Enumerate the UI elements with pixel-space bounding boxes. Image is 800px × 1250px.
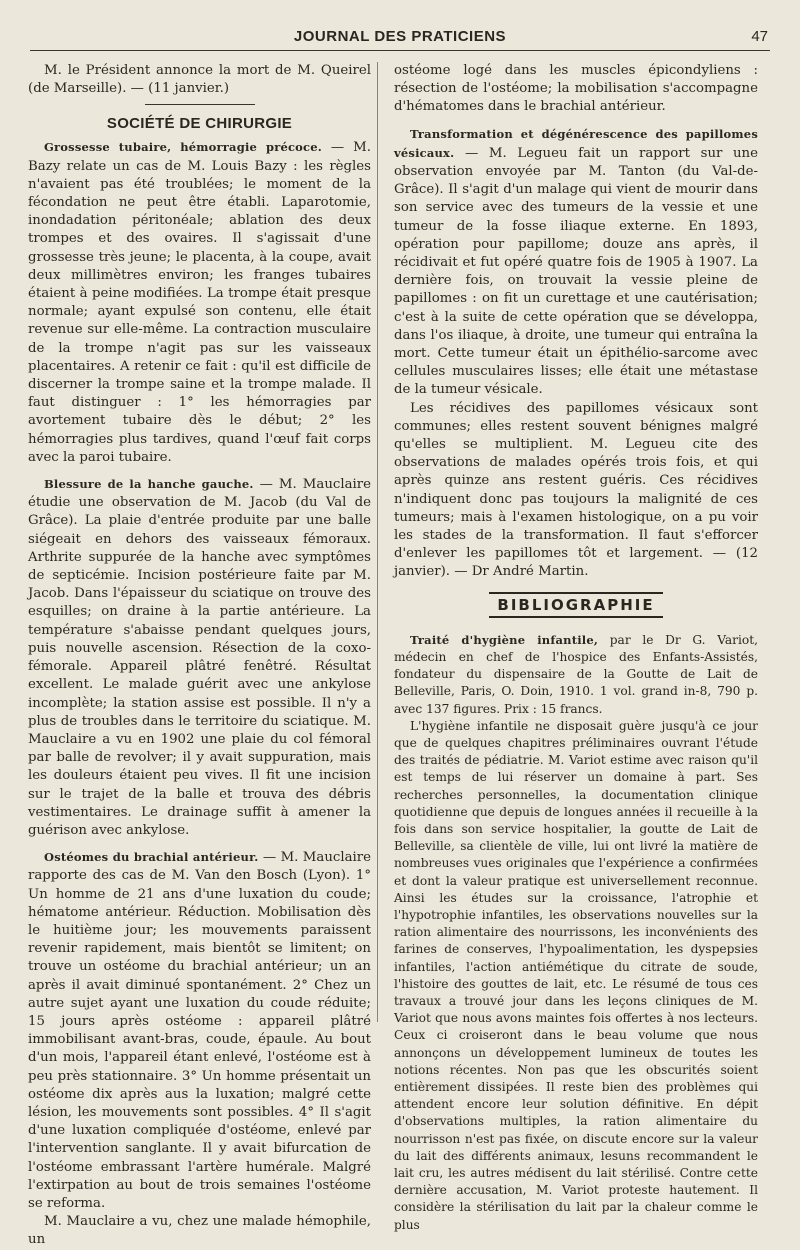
bibliographie-title: BIBLIOGRAPHIE xyxy=(489,592,662,618)
journal-title: JOURNAL DES PRATICIENS xyxy=(293,28,507,45)
president-announcement: M. le Président annonce la mort de M. Queirel (de Marseille). — (11 janvier.) xyxy=(28,63,371,97)
page-number: 47 xyxy=(751,28,768,45)
right-column xyxy=(394,62,758,1232)
article-osteomes xyxy=(28,848,371,1213)
text-papillomes: — M. Legueu fait un rapport sur une observation envoyée par M. Tanton (du Val-de-Grâce). Il s'agit d'un malage qui vient de mourir dans son service avec des tumeurs de la vessie et une tumeur de la fosse iliaque externe. En 1893, opération pour papillome; douze ans après, il récidivait et fut opéré quatre fois de 1905 à 1907. La dernière fois, on trouvait la vessie pleine de papillomes : on fit un curettage et une cautérisation; c'est à la suite de cette opération que se développa, dans l'os iliaque, à droite, une tumeur qui entraîna la mort. Cette tumeur était un épithélio-sarcome avec cellules musculaires lisses; elle était une métastase de la tumeur vésicale. xyxy=(394,145,758,398)
running-head xyxy=(30,28,770,51)
osteomes-last-line: M. Mauclaire a vu, chez une malade hémophile, un xyxy=(28,1214,371,1248)
left-column xyxy=(28,62,371,1248)
rubric-osteomes: Ostéomes du brachial antérieur. xyxy=(44,850,259,865)
book-review: L'hygiène infantile ne disposait guère jusqu'à ce jour que de quelques chapitres préliminaires ouvrant l'étude des traités de pédiatrie. M. Variot estime avec raison qu'il est temps de lui réserver un domaine à part. Ses recherches personnelles, la documentation clinique quotidienne que depuis de longues années il recueille à la fois dans son service hospitalier, la goutte de Lait de Belleville, sa clientèle de ville, lui ont livré la matière de nombreuses vues originales que l'expérience a confirmées et dont la valeur pratique est universellement reconnue. Ainsi les études sur la croissance, l'atrophie et l'hypotrophie infantiles, les observations nouvelles sur la ration alimentaire des nourrissons, les inconvénients des farines de conserves, l'hypoalimentation, les dyspepsies infantiles, l'action antiémétique du citrate de soude, l'histoire des gouttes de lait, etc. Le résumé de tous ces travaux a trouvé jour dans les leçons cliniques de M. Variot que nous avons maintes fois offertes à nos lecteurs. Ceux ci croiseront dans le beau volume que nous annonçons un développement lumineux de toutes les notions récentes. Non pas que les obscurités soient entièrement dissipées. Il reste bien des problèmes qui attendent encore leur solution définitive. En dépit d'observations multiples, la ration alimentaire du nourrisson n'est pas fixée, on discute encore sur la valeur du lait des différents animaux, lesuns recommandent le lait cru, les autres médisent du lait stérilisé. Contre cette dernière accusation, M. Variot proteste hautement. Il considère la stérilisation du lait par la chaleur comme le plus xyxy=(394,718,758,1232)
bibliographie-section xyxy=(394,632,758,1234)
text-osteomes: — M. Mauclaire rapporte des cas de M. Van den Bosch (Lyon). 1° Un homme de 21 ans d'une luxation du coude; hématome antérieur. Réduction. Mobilisation dès le huitième jour; les mouvements paraissent revenir rapidement, mais bientôt se limitent; on trouve un ostéome du brachial antérieur; un an après il avait diminué spontanément. 2° Chez un autre sujet ayant une luxation du coude réduite; 15 jours après ostéome : appareil plâtré immobilisant avant-bras, coude, épaule. Au bout d'un mois, l'appareil étant enlevé, l'ostéome est à peu près stationnaire. 3° Un homme présentait un ostéome dix après aus la luxation; malgré cette lésion, les mouvements sont possibles. 4° Il s'agit d'une luxation compliquée d'ostéome, enlevé par l'intervention sanglante. Il y avait bifurcation de l'ostéome embrassant l'artère humérale. Malgré l'extirpation au bout de trois semaines l'ostéome se reforma. xyxy=(28,850,371,1211)
book-title: Traité d'hygiène infantile, xyxy=(410,632,599,647)
text-grossesse: — M. Bazy relate un cas de M. Louis Bazy : les règles n'avaient pas été troublées; le moment de la fécondation ne peut être établi. Laparotomie, inondadation péritonéale; ablation des deux trompes et des ovaires. Il s'agissait d'une grossesse très jeune; le placenta, à la coupe, avait deux millimètres environ; les franges tubaires étaient à peine modifiées. La trompe était presque normale; ayant expulsé son contenu, elle était revenue sur elle-même. La contraction musculaire de la trompe n'agit pas sur les vaisseaux placentaires. A retenir ce fait : qu'il est difficile de discerner la trompe saine et la trompe malade. Il faut distinguer : 1° les hémorragies par avortement tubaire dès le début; 2° les hémorragies plus tardives, quand l'œuf fait corps avec la paroi tubaire. xyxy=(28,140,371,465)
article-papillomes xyxy=(394,125,758,400)
osteome-continuation: ostéome logé dans les muscles épicondyliens : résection de l'ostéome; la mobilisation s'accompagne d'hématomes dans le brachial antérieur. xyxy=(394,63,758,115)
bibliographie-heading xyxy=(394,592,758,618)
book-entry xyxy=(394,632,758,718)
papillomes-recidives: Les récidives des papillomes vésicaux sont communes; elles restent souvent bénignes malgré qu'elles se multiplient. M. Legueu cite des observations de malades opérés trois fois, et qui après quinze ans restent guéris. Ces récidives n'indiquent donc pas toujours la malignité de ces tumeurs; mais à l'examen histologique, on a pu voir les stades de la transformation. Il faut s'efforcer d'enlever les papillomes tôt et largement. — (12 janvier). — Dr André Martin. xyxy=(394,400,758,580)
section-title: SOCIÉTÉ DE CHIRURGIE xyxy=(106,115,293,133)
book-details: par le Dr G. Variot, médecin en chef de l'hospice des Enfants-Assistés, fondateur du dispensaire de la Goutte de Lait de Belleville, Paris, O. Doin, 1910. 1 vol. grand in-8, 790 p. avec 137 figures. Prix : 15 francs. xyxy=(394,632,758,716)
section-divider xyxy=(145,104,255,105)
rubric-grossesse: Grossesse tubaire, hémorragie précoce. xyxy=(44,140,322,155)
article-blessure xyxy=(28,475,371,840)
text-blessure: — M. Mauclaire étudie une observation de M. Jacob (du Val de Grâce). La plaie d'entrée produite par une balle siégeait en dehors des vaisseaux fémoraux. Arthrite suppurée de la hanche avec symptômes de septicémie. Incision postérieure faite par M. Jacob. Dans l'épaisseur du sciatique on trouve des esquilles; on draine à la partie antérieure. La température s'abaisse pendant quelques jours, puis nouvelle ascension. Résection de la coxo-fémorale. Appareil plâtré fenêtré. Résultat excellent. Le malade guérit avec une ankylose incomplète; la station assise est possible. Il n'y a plus de troubles dans le territoire du sciatique. M. Mauclaire a vu en 1902 une plaie du col fémoral par balle de revolver; il y avait suppuration, mais les douleurs étaient peu vives. Il fit une incision sur le trajet de la balle et trouva des débris vestimentaires. Le drainage suffit à amener la guérison avec ankylose. xyxy=(28,477,371,838)
column-rule xyxy=(377,62,378,1022)
rubric-blessure: Blessure de la hanche gauche. xyxy=(44,477,254,492)
article-grossesse xyxy=(28,138,371,467)
rubric-papillomes: Transformation et dégénérescence des papillomes vésicaux. xyxy=(394,126,758,160)
